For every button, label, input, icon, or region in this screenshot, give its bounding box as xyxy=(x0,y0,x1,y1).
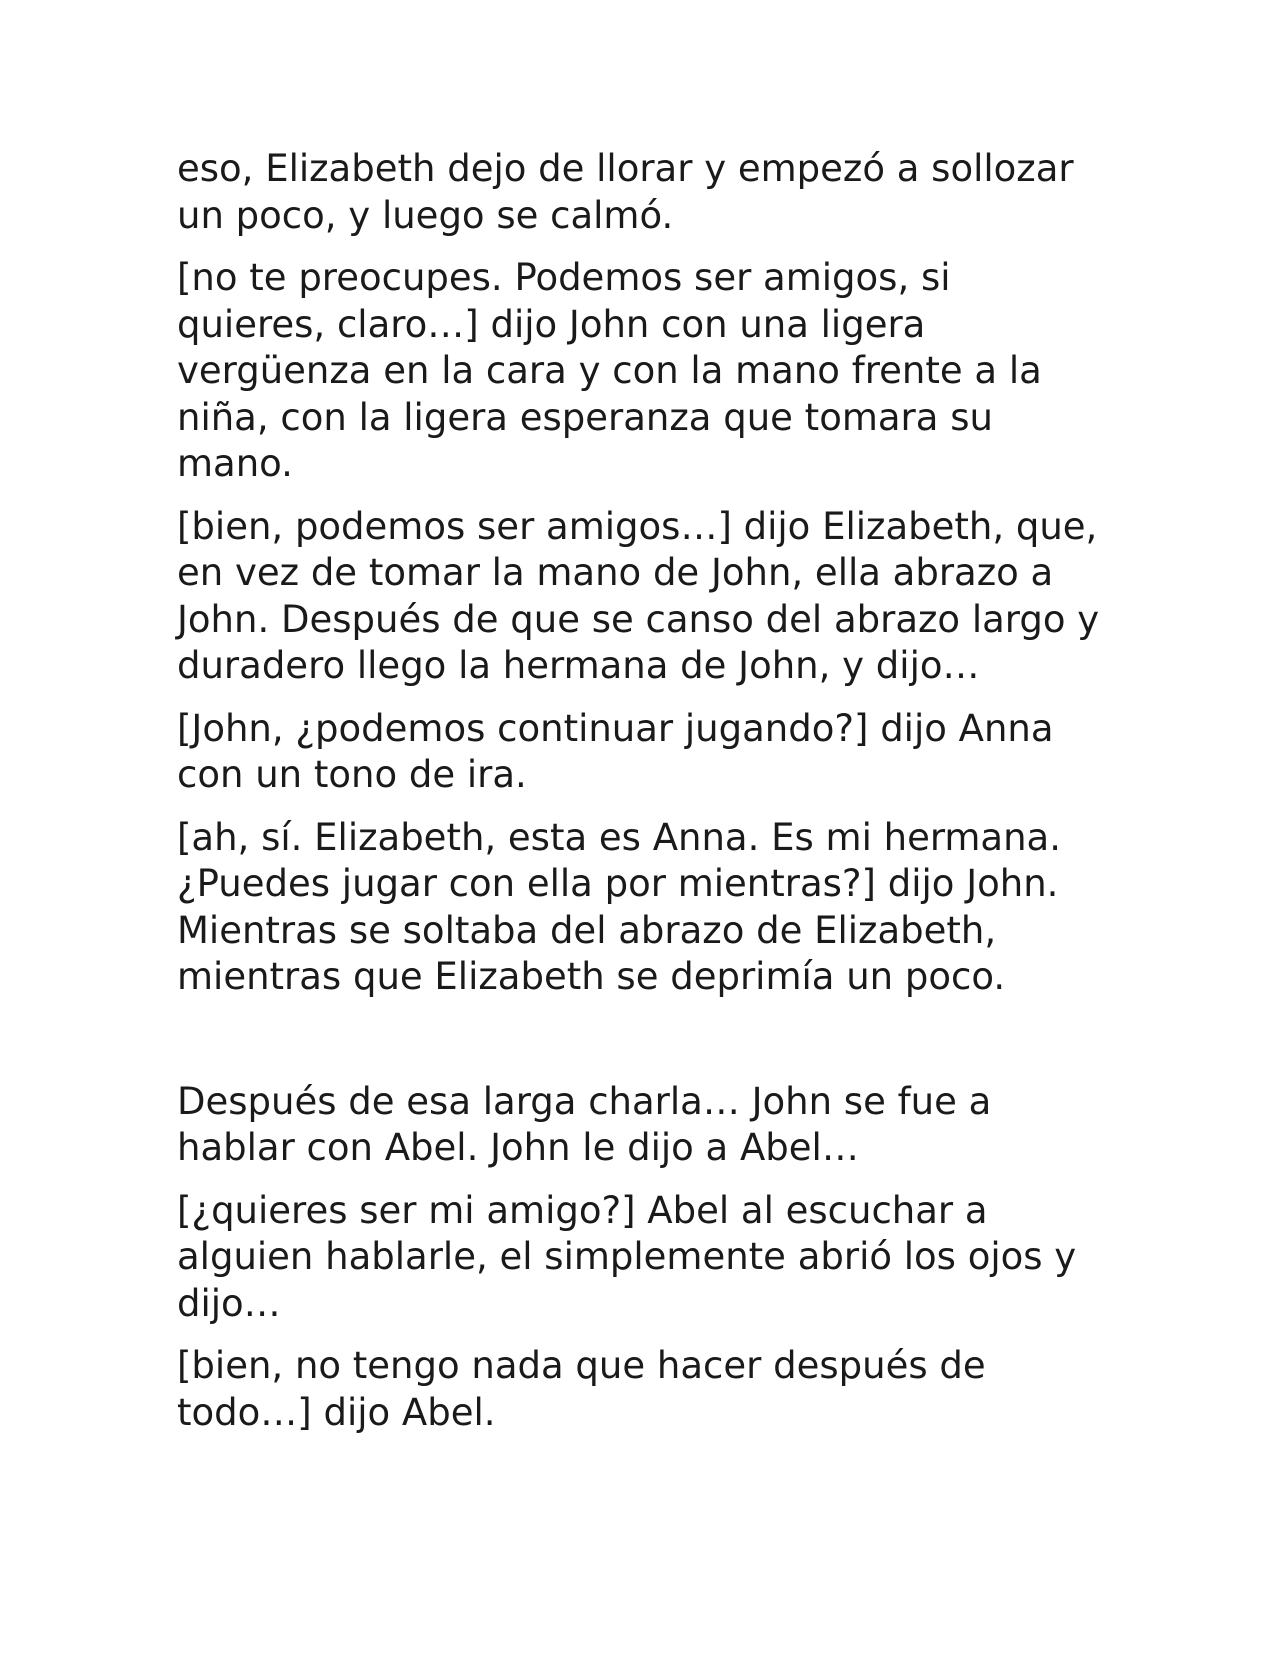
paragraph-2: [no te preocupes. Podemos ser amigos, si quieres, claro…] dijo John con una ligera vergüenza en la cara y con la mano frente a la niña, con la ligera esperanza que tomara su mano. xyxy=(177,256,1042,485)
document-body xyxy=(177,146,1107,1452)
paragraph-6: Después de esa larga charla… John se fue a hablar con Abel. John le dijo a Abel… xyxy=(177,1079,992,1169)
paragraph-3: [bien, podemos ser amigos…] dijo Elizabeth, que, en vez de tomar la mano de John, ella abrazo a John. Después de que se canso del abrazo largo y duradero llego la hermana de John, y dijo… xyxy=(177,504,1100,687)
paragraph-8: [bien, no tengo nada que hacer después de todo…] dijo Abel. xyxy=(177,1344,986,1434)
paragraph-4: [John, ¿podemos continuar jugando?] dijo Anna con un tono de ira. xyxy=(177,706,1054,796)
paragraph-7: [¿quieres ser mi amigo?] Abel al escuchar a alguien hablarle, el simplemente abrió los ojos y dijo… xyxy=(177,1188,1077,1325)
paragraph-1: eso, Elizabeth dejo de llorar y empezó a sollozar un poco, y luego se calmó. xyxy=(177,147,1074,237)
paragraph-5: [ah, sí. Elizabeth, esta es Anna. Es mi hermana. ¿Puedes jugar con ella por mientras?] dijo John. Mientras se soltaba del abrazo de Elizabeth, mientras que Elizabeth se deprimía un poco. xyxy=(177,815,1061,998)
